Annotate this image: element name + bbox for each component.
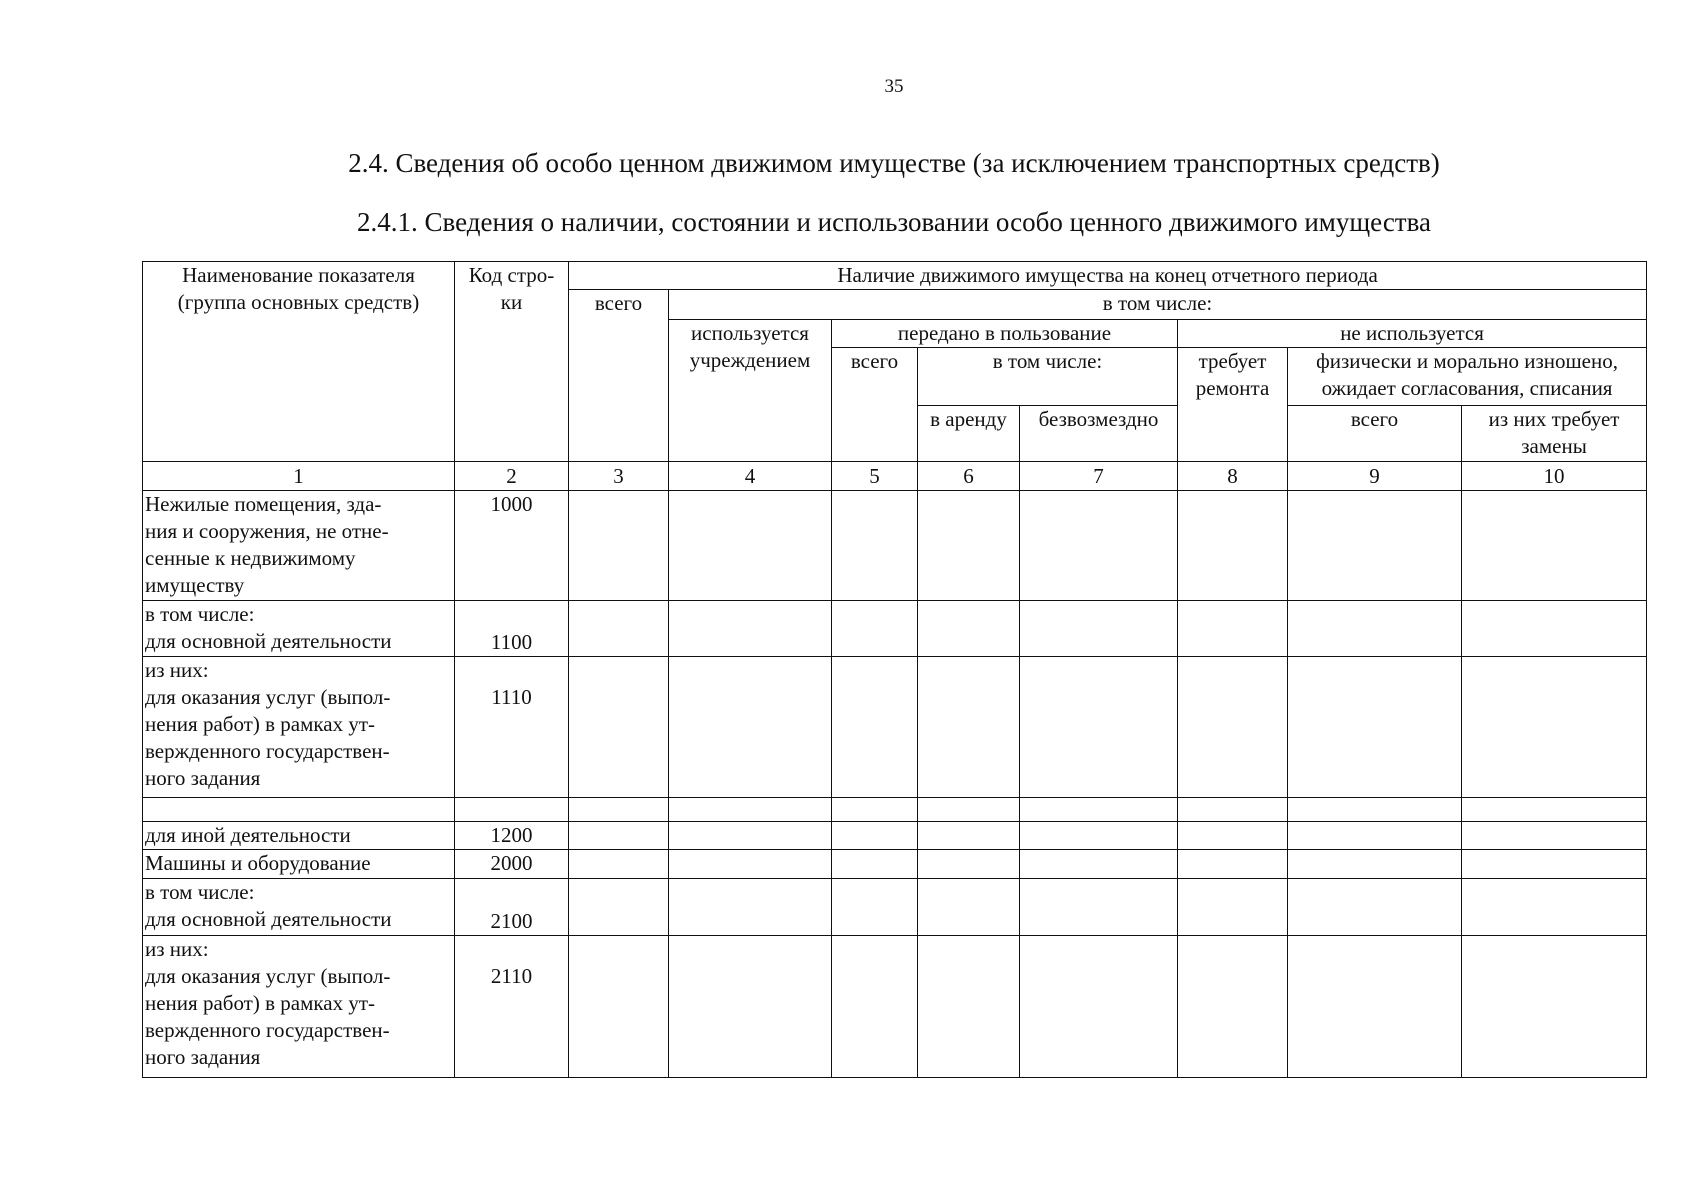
data-cell <box>669 936 832 1078</box>
header-name: Наименование показателя (группа основных средств) <box>143 262 455 462</box>
row-name <box>143 798 455 822</box>
table-row <box>143 936 1647 1078</box>
data-cell <box>918 601 1020 657</box>
page-number: 35 <box>884 76 904 97</box>
column-number: 7 <box>1020 462 1178 491</box>
data-cell <box>1462 822 1647 850</box>
row-name: Машины и оборудование <box>143 850 455 879</box>
header-needs-repair: требует ремонта <box>1178 348 1288 462</box>
section-heading: 2.4. Сведения об особо ценном движимом имуществе (за исключением транспортных средств) <box>348 148 1440 178</box>
row-code: 2100 <box>455 879 569 936</box>
column-number: 10 <box>1462 462 1647 491</box>
data-cell <box>1462 798 1647 822</box>
row-name: из них: для оказания услуг (выпол- нения работ) в рамках ут- вержденного государствен- ного задания <box>143 657 455 798</box>
column-number: 3 <box>569 462 669 491</box>
column-number: 6 <box>918 462 1020 491</box>
data-cell <box>569 879 669 936</box>
header-transferred-including: в том числе: <box>918 348 1178 406</box>
data-cell <box>1178 936 1288 1078</box>
data-cell <box>832 879 918 936</box>
data-cell <box>1288 850 1462 879</box>
data-cell <box>1020 822 1178 850</box>
data-cell <box>1288 491 1462 601</box>
column-number: 5 <box>832 462 918 491</box>
data-cell <box>1178 798 1288 822</box>
row-code: 1110 <box>455 657 569 798</box>
table-row <box>143 822 1647 850</box>
table-row <box>143 879 1647 936</box>
column-number: 1 <box>143 462 455 491</box>
data-cell <box>1462 879 1647 936</box>
header-worn-out: физически и морально изношено, ожидает согласования, списания <box>1288 348 1647 406</box>
row-name: из них: для оказания услуг (выпол- нения работ) в рамках ут- вержденного государствен- ного задания <box>143 936 455 1078</box>
column-number: 8 <box>1178 462 1288 491</box>
table-row <box>143 601 1647 657</box>
data-cell <box>1288 822 1462 850</box>
header-including: в том числе: <box>669 290 1647 320</box>
data-cell <box>669 879 832 936</box>
row-code: 2110 <box>455 936 569 1078</box>
data-cell <box>1178 657 1288 798</box>
header-total: всего <box>569 290 669 462</box>
column-number: 4 <box>669 462 832 491</box>
data-cell <box>1020 879 1178 936</box>
data-cell <box>918 822 1020 850</box>
column-number: 9 <box>1288 462 1462 491</box>
header-not-used: не используется <box>1178 320 1647 348</box>
data-cell <box>832 822 918 850</box>
data-cell <box>832 491 918 601</box>
data-cell <box>1178 601 1288 657</box>
data-cell <box>832 657 918 798</box>
data-cell <box>569 936 669 1078</box>
table-row <box>143 491 1647 601</box>
data-cell <box>918 798 1020 822</box>
data-cell <box>832 936 918 1078</box>
data-cell <box>1020 798 1178 822</box>
table-row <box>143 798 1647 822</box>
data-cell <box>669 657 832 798</box>
header-code: Код стро- ки <box>455 262 569 462</box>
header-availability: Наличие движимого имущества на конец отчетного периода <box>569 262 1647 290</box>
row-name: в том числе: для основной деятельности <box>143 601 455 657</box>
row-code: 2000 <box>455 850 569 879</box>
header-transferred-total: всего <box>832 348 918 462</box>
data-cell <box>1462 491 1647 601</box>
subsection-heading: 2.4.1. Сведения о наличии, состоянии и использовании особо ценного движимого имущества <box>357 207 1431 237</box>
header-used-by-institution: используется учреждением <box>669 320 832 462</box>
data-cell <box>1288 879 1462 936</box>
data-cell <box>1020 850 1178 879</box>
data-cell <box>569 822 669 850</box>
property-table <box>142 261 1647 1078</box>
data-cell <box>1178 879 1288 936</box>
data-cell <box>569 850 669 879</box>
data-cell <box>918 879 1020 936</box>
header-worn-total: всего <box>1288 406 1462 462</box>
data-cell <box>1288 657 1462 798</box>
row-name: Нежилые помещения, зда- ния и сооружения, не отне- сенные к недвижимому имуществу <box>143 491 455 601</box>
data-cell <box>918 936 1020 1078</box>
data-cell <box>1288 936 1462 1078</box>
data-cell <box>918 850 1020 879</box>
row-name: в том числе: для основной деятельности <box>143 879 455 936</box>
data-cell <box>1462 936 1647 1078</box>
data-cell <box>1462 657 1647 798</box>
data-cell <box>1462 850 1647 879</box>
data-cell <box>1462 601 1647 657</box>
header-transferred: передано в пользование <box>832 320 1178 348</box>
row-name: для иной деятельности <box>143 822 455 850</box>
data-cell <box>1178 822 1288 850</box>
row-code: 1100 <box>455 601 569 657</box>
row-code: 1000 <box>455 491 569 601</box>
data-cell <box>569 491 669 601</box>
data-cell <box>1020 491 1178 601</box>
row-code <box>455 798 569 822</box>
data-cell <box>569 657 669 798</box>
row-code: 1200 <box>455 822 569 850</box>
data-cell <box>832 601 918 657</box>
data-cell <box>1178 850 1288 879</box>
header-free: безвозмездно <box>1020 406 1178 462</box>
header-needs-replacement: из них требует замены <box>1462 406 1647 462</box>
data-cell <box>569 601 669 657</box>
column-number-row <box>143 462 1647 491</box>
data-cell <box>669 491 832 601</box>
data-cell <box>1178 491 1288 601</box>
data-cell <box>1020 657 1178 798</box>
data-cell <box>669 601 832 657</box>
data-cell <box>832 850 918 879</box>
column-number: 2 <box>455 462 569 491</box>
data-cell <box>1020 601 1178 657</box>
data-cell <box>918 657 1020 798</box>
data-cell <box>918 491 1020 601</box>
data-cell <box>1020 936 1178 1078</box>
table-row <box>143 850 1647 879</box>
table-row <box>143 657 1647 798</box>
data-cell <box>669 850 832 879</box>
data-cell <box>1288 798 1462 822</box>
data-cell <box>669 822 832 850</box>
data-cell <box>669 798 832 822</box>
data-cell <box>1288 601 1462 657</box>
data-cell <box>569 798 669 822</box>
data-cell <box>832 798 918 822</box>
header-rent: в аренду <box>918 406 1020 462</box>
